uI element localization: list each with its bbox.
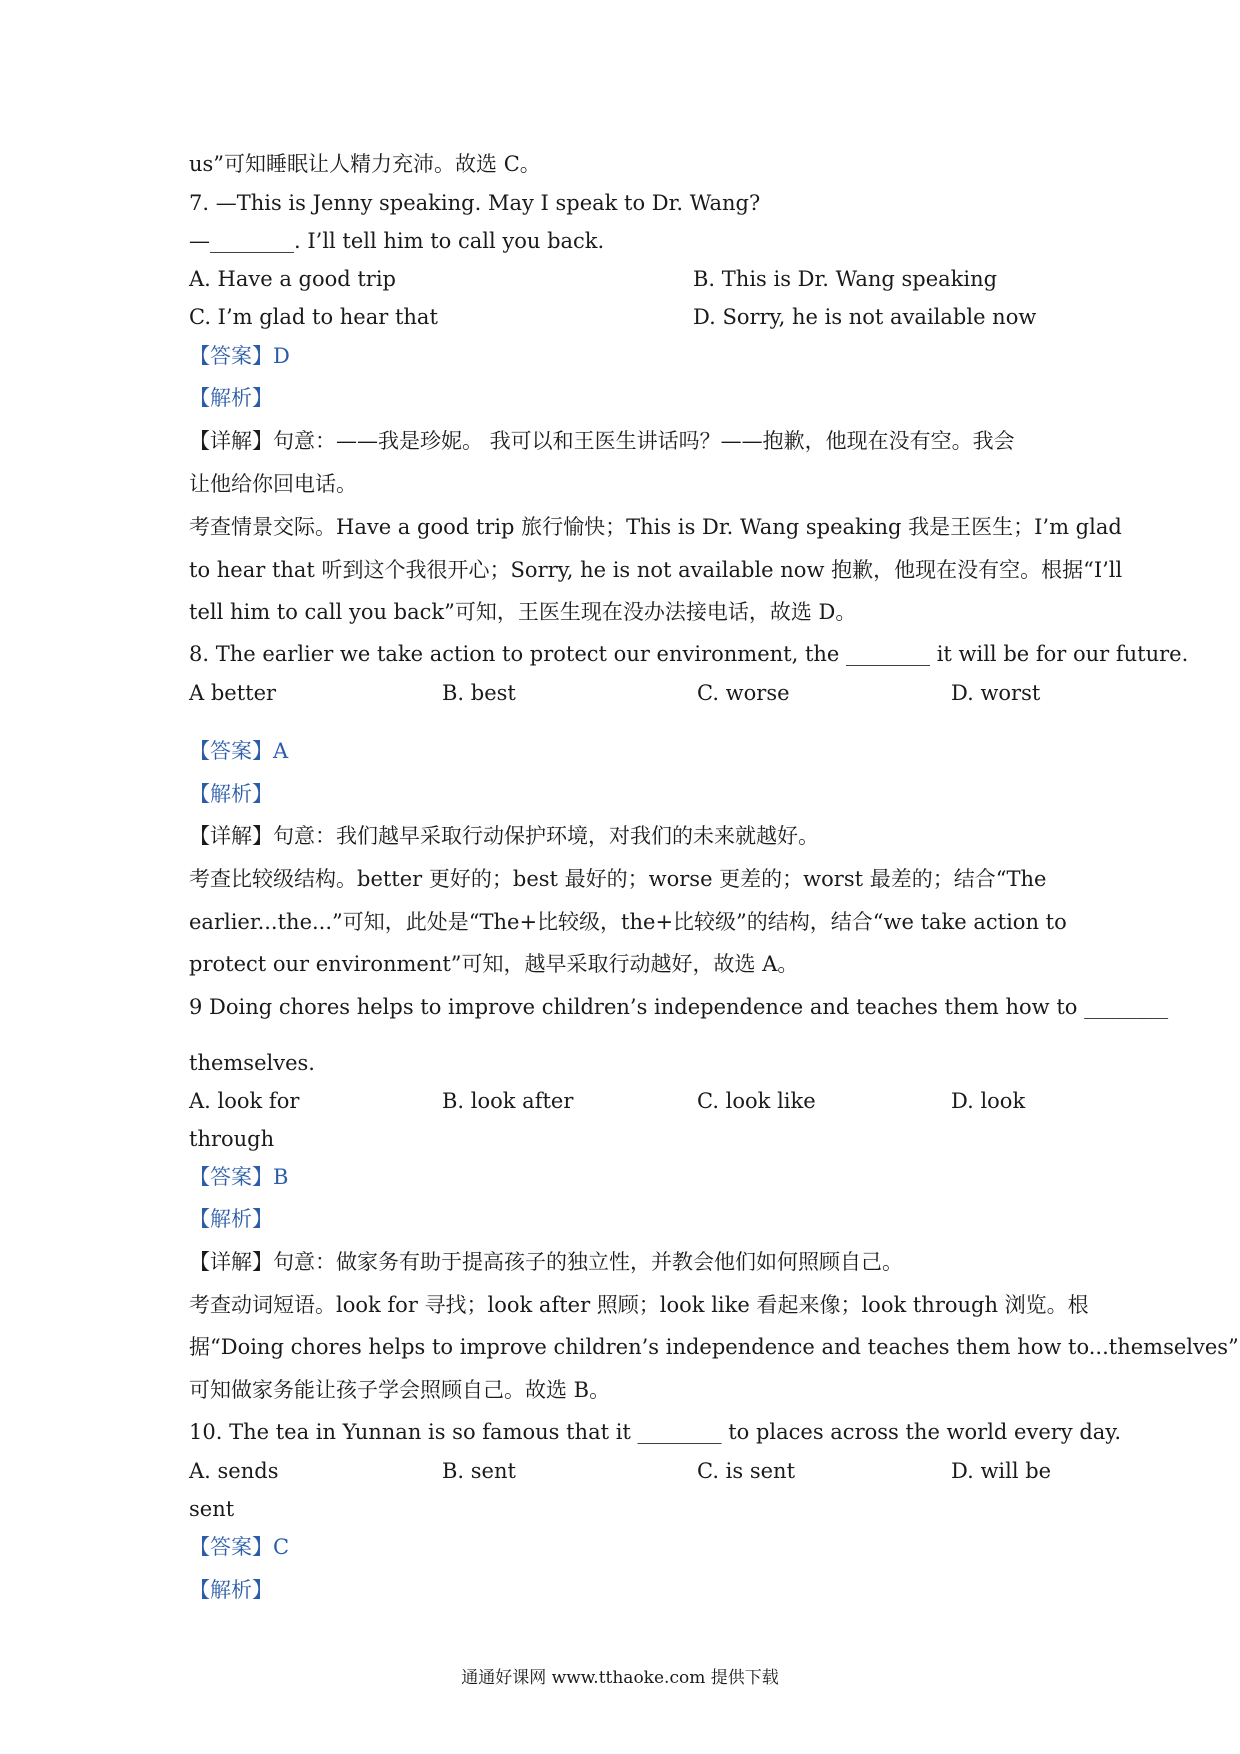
q8-option-b: B. best <box>442 681 516 705</box>
q8-answer: 【答案】A <box>189 739 289 763</box>
q7-answer: 【答案】D <box>189 344 290 368</box>
text-line: themselves. <box>189 1051 315 1075</box>
q7-analysis-label: 【解析】 <box>189 386 273 410</box>
text-line: tell him to call you back”可知，王医生现在没办法接电话，故选 D。 <box>189 600 857 624</box>
q7-option-a: A. Have a good trip <box>189 267 396 291</box>
text-line: sent <box>189 1497 235 1521</box>
q9-answer: 【答案】B <box>189 1165 289 1189</box>
q10-option-c: C. is sent <box>697 1459 796 1483</box>
q9-analysis-label: 【解析】 <box>189 1207 273 1231</box>
text-line: us”可知睡眠让人精力充沛。故选 C。 <box>189 152 541 176</box>
question-8: 8. The earlier we take action to protect our environment, the ________ it will be for our future. <box>189 642 1189 666</box>
q9-option-a: A. look for <box>189 1089 300 1113</box>
text-line: protect our environment”可知，越早采取行动越好，故选 A。 <box>189 952 799 976</box>
text-line: 可知做家务能让孩子学会照顾自己。故选 B。 <box>189 1378 611 1402</box>
q10-option-d: D. will be <box>951 1459 1052 1483</box>
question-7: 7. —This is Jenny speaking. May I speak to Dr. Wang? <box>189 191 761 215</box>
q9-option-b: B. look after <box>442 1089 574 1113</box>
q9-detail: 【详解】句意：做家务有助于提高孩子的独立性，并教会他们如何照顾自己。 <box>189 1250 903 1274</box>
q8-option-d: D. worst <box>951 681 1041 705</box>
q7-detail: 【详解】句意：——我是珍妮。 我可以和王医生讲话吗？——抱歉，他现在没有空。我会 <box>189 429 1015 453</box>
q10-option-b: B. sent <box>442 1459 516 1483</box>
q8-option-c: C. worse <box>697 681 790 705</box>
q10-option-a: A. sends <box>189 1459 279 1483</box>
q9-option-d: D. look <box>951 1089 1026 1113</box>
text-line: 考查情景交际。Have a good trip 旅行愉快；This is Dr. Wang speaking 我是王医生；I’m glad <box>189 515 1122 539</box>
page-footer: 通通好课网 www.tthaoke.com 提供下载 <box>461 1668 779 1688</box>
text-line: earlier...the...”可知，此处是“The+比较级，the+比较级”的结构，结合“we take action to <box>189 910 1067 934</box>
q7-option-b: B. This is Dr. Wang speaking <box>693 267 998 291</box>
q7-option-d: D. Sorry, he is not available now <box>693 305 1037 329</box>
q8-option-a: A better <box>189 681 277 705</box>
text-line: to hear that 听到这个我很开心；Sorry, he is not available now 抱歉，他现在没有空。根据“I’ll <box>189 558 1123 582</box>
text-line: 考查动词短语。look for 寻找；look after 照顾；look like 看起来像；look through 浏览。根 <box>189 1293 1089 1317</box>
question-9: 9 Doing chores helps to improve children’s independence and teaches them how to ________ <box>189 995 1169 1019</box>
text-line: through <box>189 1127 275 1151</box>
question-10: 10. The tea in Yunnan is so famous that it ________ to places across the world every day. <box>189 1420 1122 1444</box>
text-line: 据“Doing chores helps to improve children’s independence and teaches them how to...themselves” <box>189 1335 1239 1359</box>
text-line: 考查比较级结构。better 更好的；best 最好的；worse 更差的；worst 最差的；结合“The <box>189 867 1047 891</box>
q8-analysis-label: 【解析】 <box>189 782 273 806</box>
question-7-reply: —________. I’ll tell him to call you back. <box>189 229 605 253</box>
text-line: 让他给你回电话。 <box>189 472 357 496</box>
q8-detail: 【详解】句意：我们越早采取行动保护环境，对我们的未来就越好。 <box>189 824 819 848</box>
q10-analysis-label: 【解析】 <box>189 1578 273 1602</box>
q7-option-c: C. I’m glad to hear that <box>189 305 438 329</box>
q10-answer: 【答案】C <box>189 1535 290 1559</box>
q9-option-c: C. look like <box>697 1089 816 1113</box>
